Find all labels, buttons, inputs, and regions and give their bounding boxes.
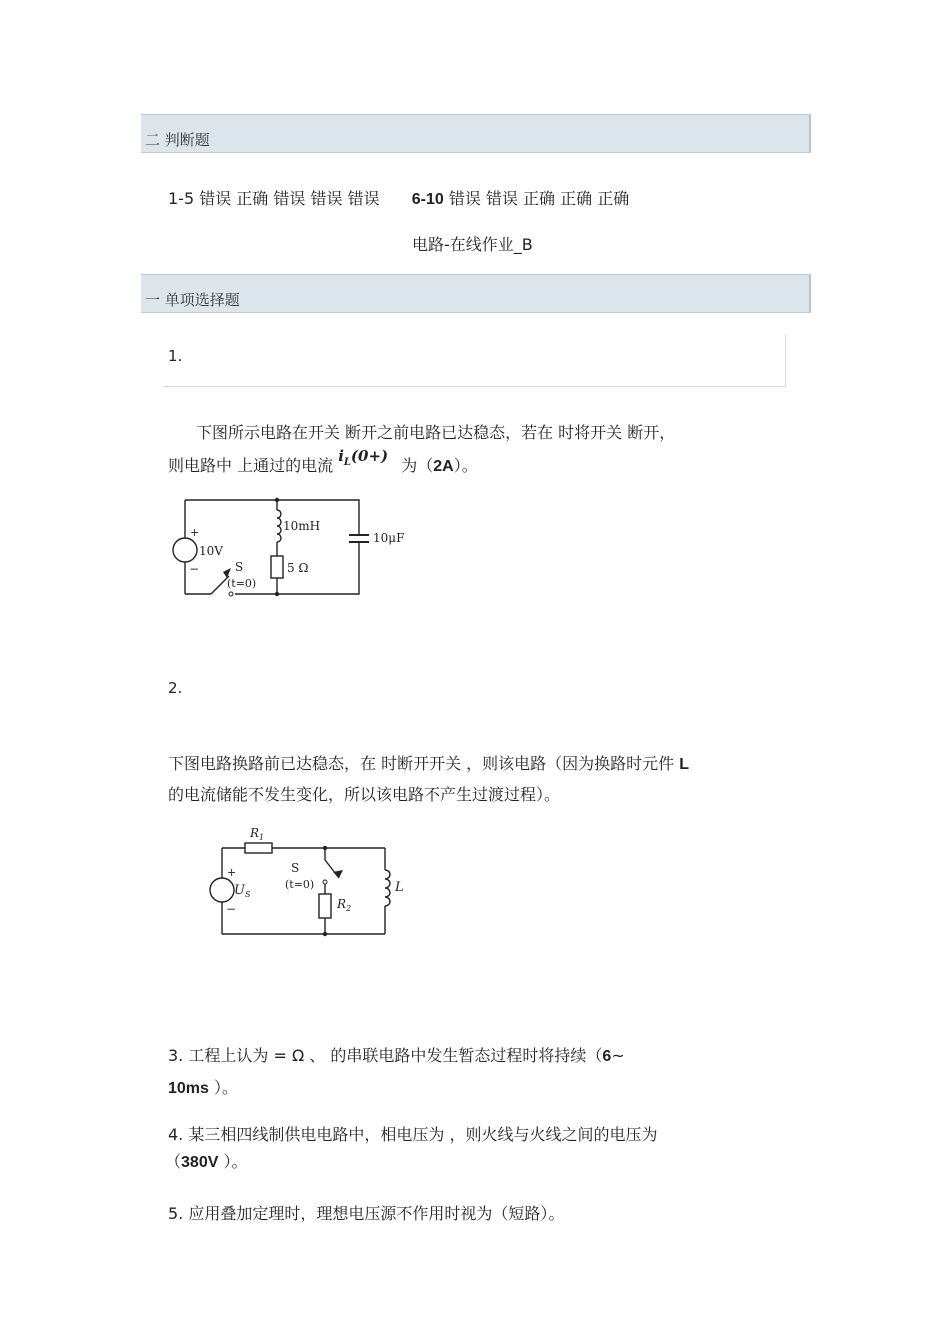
question-1-number: 1. bbox=[168, 347, 183, 365]
inductor-label: L bbox=[395, 880, 404, 895]
junction-dot bbox=[275, 592, 279, 596]
junction-dot bbox=[275, 498, 279, 502]
plus-sign: + bbox=[190, 526, 200, 539]
r1-label: $R_1$ bbox=[250, 826, 265, 842]
question-1-line1: 下图所示电路在开关 断开之前电路已达稳态，若在 时将开关 断开， bbox=[196, 423, 676, 442]
question-2-number: 2. bbox=[168, 679, 183, 697]
answers-1-5: 1-5 错误 正确 错误 错误 错误 bbox=[168, 189, 380, 208]
capacitor-gap bbox=[351, 536, 367, 541]
junction-dot bbox=[323, 846, 327, 850]
resistor-r2-icon bbox=[319, 894, 331, 918]
question-2-line1 bbox=[168, 751, 689, 774]
voltage-source-icon bbox=[210, 878, 234, 902]
circuit-diagram-1 bbox=[165, 490, 425, 610]
question-2-line1-text: 下图电路换路前已达稳态，在 时断开开关 ，则该电路（因为换路时元件 bbox=[168, 754, 680, 773]
answers-6-10-label: 6-10 bbox=[411, 191, 444, 208]
question-1-answer: 2A bbox=[433, 458, 454, 475]
question-3-close: ）。 bbox=[208, 1078, 239, 1097]
capacitor-label: 10μF bbox=[373, 531, 405, 545]
resistor-r1-icon bbox=[245, 843, 272, 853]
formula-il-0plus: $i_L(0+)$ bbox=[338, 447, 389, 468]
answers-6-10: 错误 错误 正确 正确 正确 bbox=[443, 189, 630, 208]
minus-sign: − bbox=[226, 902, 237, 916]
question-4-answer: 380V bbox=[181, 1154, 219, 1171]
switch-time-label: (t=0) bbox=[285, 878, 315, 891]
resistor-icon bbox=[271, 556, 283, 578]
section-header-label: 一 单项选择题 bbox=[145, 291, 240, 309]
switch-contact bbox=[323, 880, 327, 884]
plus-sign: + bbox=[227, 866, 237, 879]
switch-label: S bbox=[235, 560, 244, 574]
question-3-number: 3. bbox=[168, 1046, 184, 1065]
inductor-label: 10mH bbox=[283, 519, 321, 533]
question-4-open: （ bbox=[165, 1152, 182, 1171]
question-5-text: 应用叠加定理时，理想电压源不作用时视为（短路）。 bbox=[188, 1204, 565, 1223]
voltage-source-icon bbox=[173, 538, 197, 562]
judgment-answers bbox=[168, 186, 629, 209]
question-1-answer-open: 为（ bbox=[401, 456, 434, 475]
question-3-line2 bbox=[168, 1075, 238, 1098]
question-5-number: 5. bbox=[168, 1204, 184, 1223]
question-3-line1 bbox=[168, 1043, 625, 1066]
question-4-close: ）。 bbox=[218, 1152, 248, 1171]
question-5-line1 bbox=[168, 1201, 564, 1224]
section-header-label: 二 判断题 bbox=[145, 131, 210, 149]
question-3-text: 工程上认为 = Ω 、 的串联电路中发生暂态过程时将持续（ bbox=[188, 1046, 603, 1065]
question-1-line2 bbox=[168, 447, 478, 478]
page-title bbox=[412, 232, 533, 255]
inductor-icon bbox=[277, 510, 281, 542]
source-label: 10V bbox=[199, 544, 223, 558]
question-3-answer-b: 10ms bbox=[168, 1080, 209, 1097]
question-1-answer-close: ）。 bbox=[453, 456, 478, 475]
r2-label: $R_2$ bbox=[337, 897, 352, 913]
question-4-number: 4. bbox=[168, 1125, 184, 1144]
element-l-label: L bbox=[679, 756, 690, 773]
question-2-line2: 的电流储能不发生变化，所以该电路不产生过渡过程）。 bbox=[168, 785, 561, 804]
question-1-line2-text: 则电路中 上通过的电流 bbox=[168, 456, 334, 475]
us-label: $U_S$ bbox=[234, 883, 251, 899]
junction-dot bbox=[323, 932, 327, 936]
switch-label: S bbox=[291, 861, 300, 875]
minus-sign: − bbox=[189, 562, 200, 576]
resistor-label: 5 Ω bbox=[287, 561, 309, 575]
question-4-line2 bbox=[165, 1149, 247, 1172]
question-1-box bbox=[163, 334, 786, 387]
section-header-judgment bbox=[141, 114, 811, 153]
tilde: ~ bbox=[611, 1046, 625, 1065]
question-4-line1 bbox=[168, 1122, 657, 1145]
question-3-answer-a: 6 bbox=[602, 1048, 612, 1065]
circuit-diagram-2 bbox=[205, 820, 415, 945]
switch-time-label: (t=0) bbox=[227, 577, 257, 590]
section-header-single-choice bbox=[141, 274, 811, 313]
question-4-text: 某三相四线制供电电路中，相电压为 ，则火线与火线之间的电压为 bbox=[188, 1125, 658, 1144]
page-title-text: 电路-在线作业_B bbox=[412, 235, 533, 254]
switch-contact bbox=[229, 592, 233, 596]
